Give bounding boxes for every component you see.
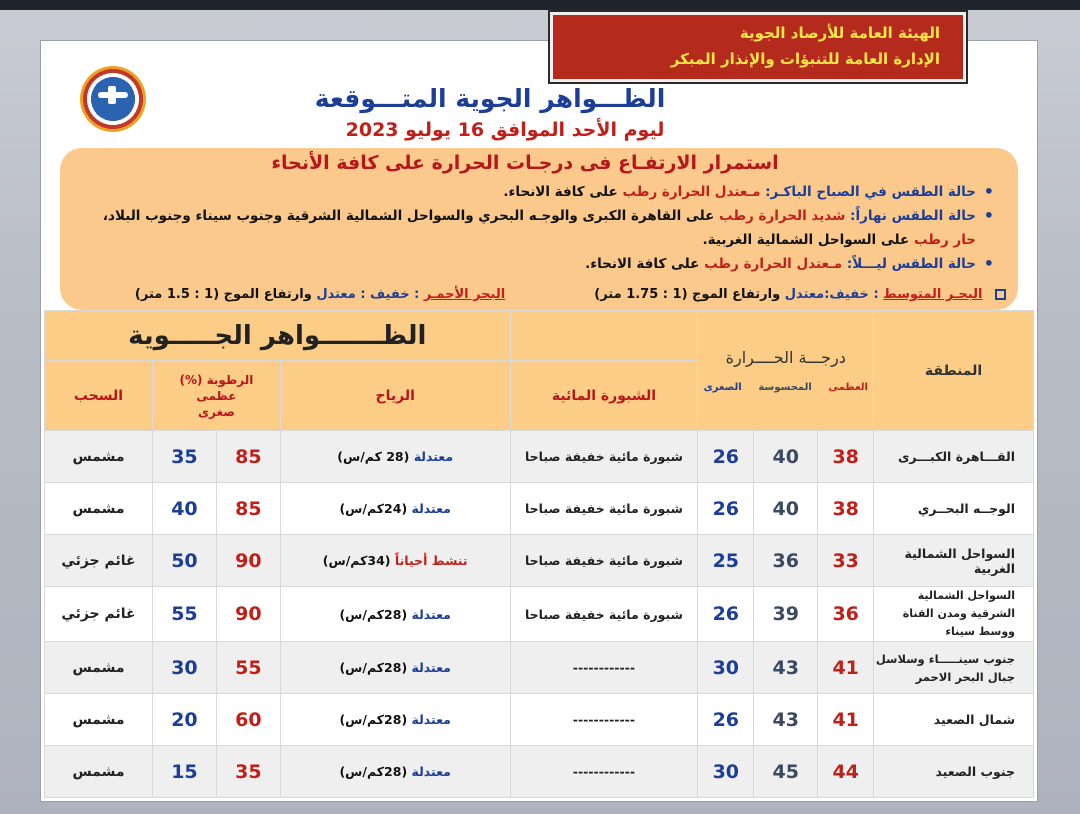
table-row: جنوب سينـــــاء وسلاسل جبال البحر الاحمر 41 43 30 ------------ معتدلة (28كم/س) 55 30 مشمس [45, 642, 1034, 694]
forecast-table [44, 310, 1034, 798]
conditions-list [102, 180, 1000, 276]
agency-banner [548, 10, 968, 84]
table-row: السواحل الشمالية الشرقية ومدن القناة ووسط سيناء 36 39 26 شبورة مائية خفيفة صباحا معتدلة (28كم/س) 90 55 غائم جزئي [45, 587, 1034, 642]
agency-line-2: الإدارة العامة للتنبؤات والإنذار المبكر [670, 50, 940, 68]
ema-logo-icon [80, 66, 146, 132]
region-header: المنطقة [874, 311, 1034, 431]
red-sea-state: : خفيف : معتدل [316, 287, 420, 302]
med-sea-state: : خفيف:معتدل [784, 287, 879, 302]
wind-header: الرياح [280, 361, 510, 431]
headline: استمرار الارتفـاع فى درجـات الحرارة على كافة الأنحاء [271, 152, 779, 174]
sea-state [96, 287, 1006, 302]
table-row: شمال الصعيد 41 43 26 ------------ معتدلة (28كم/س) 60 20 مشمس [45, 694, 1034, 746]
page-title: الظـــواهر الجوية المتـــوقعة [314, 84, 666, 113]
sky-header: السحب [45, 361, 153, 431]
table-row: القـــاهرة الكبـــرى 38 40 26 شبورة مائية خفيفة صباحا معتدلة (28 كم/س) 85 35 مشمس [45, 431, 1034, 483]
med-sea-wave: وارتفاع الموج (1 : 1.75 متر) [594, 287, 781, 302]
table-row: الوجــه البحــري 38 40 26 شبورة مائية خفيفة صباحا معتدلة (24كم/س) 85 40 مشمس [45, 483, 1034, 535]
table-row: جنوب الصعيد 44 45 30 ------------ معتدلة (28كم/س) 35 15 مشمس [45, 746, 1034, 798]
forecast-date: ليوم الأحد الموافق 16 يوليو 2023 [345, 119, 665, 141]
red-sea-label: البحر الأحمـر [423, 287, 506, 302]
agency-line-1: الهيئة العامة للأرصاد الجوية [739, 24, 940, 42]
red-sea-wave: وارتفاع الموج (1 : 1.5 متر) [134, 287, 312, 302]
checkbox-icon [995, 289, 1006, 300]
top-dark-strip [0, 0, 1080, 10]
med-sea-label: البحـر المتوسط [883, 287, 983, 302]
day-condition-cont: حار رطب على السواحل الشمالية الغربية. [702, 232, 976, 248]
night-condition: • حالة الطقس ليـــلاً: مـعتدل الحرارة رطب على كافة الانحاء. [110, 252, 1000, 276]
fog-header: الشبورة المائية [510, 361, 698, 431]
humidity-header: الرطوبة (%) عظمى صغرى [152, 361, 280, 431]
phenomena-title: الظـــــــواهر الجـــــوية [45, 311, 511, 361]
table-row: السواحل الشمالية الغربية 33 36 25 شبورة مائية خفيفة صباحا تنشط أحياناً (34كم/س) 90 50 غائم جزئي [45, 535, 1034, 587]
morning-condition: • حالة الطقس في الصباح الباكـر: مـعتدل الحرارة رطب على كافة الانحاء. [110, 180, 1000, 204]
day-condition: • حالة الطقس نهاراً: شديد الحرارة رطب على القاهرة الكبرى والوجـه البحري والسواحل الشمالية الشرقية وجنوب سيناء وجنوب البلاد، [110, 204, 1000, 228]
temperature-header: درجـــة الحــــرارة العظمى المحسوسة الصغرى [698, 311, 874, 431]
